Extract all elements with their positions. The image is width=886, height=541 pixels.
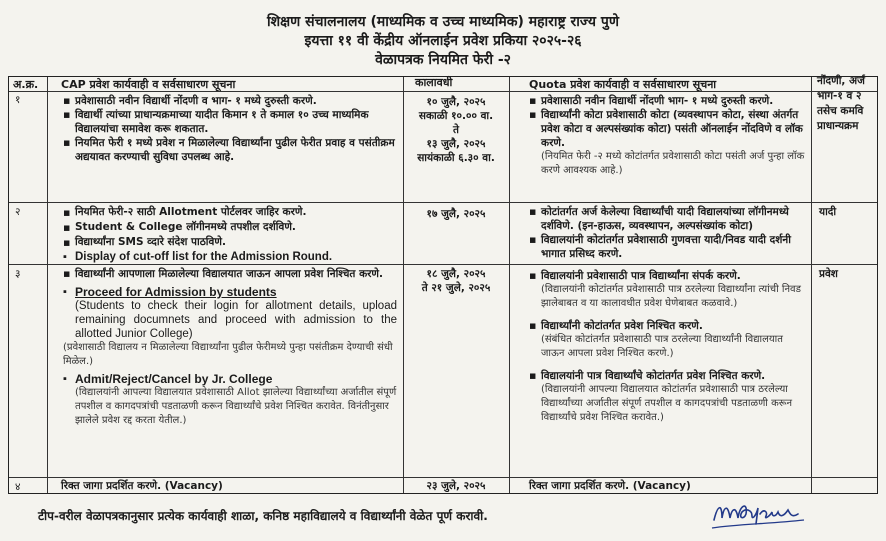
list-item: ▪ नियमित फेरी १ मध्ये प्रवेश न मिळालेल्या विद्यार्थ्यांना पुढील फेरीत प्रवाह व पसंतीक्रम अद्ययावत करण्याची सुविधा उपलब्ध आहे.	[75, 136, 397, 164]
quota-note: (संबंधित कोटांतर्गत प्रवेशासाठी पात्र ठरलेल्या विद्यार्थ्यांनी विद्यालयात जाऊन आपला प्रवेश निश्चित करणे.)	[541, 334, 783, 359]
header-subtitle: इयत्ता ११ वी केंद्रीय ऑनलाईन प्रवेश प्रकिया २०२५-२६	[304, 33, 582, 49]
row4-sr: ४	[15, 481, 21, 493]
col-divider	[403, 77, 404, 493]
list-item: ▪ विद्यार्थी त्यांच्या प्राधान्यक्रमाच्या यादीत किमान १ ते कमाल १० उच्च माध्यमिक विद्यालयांचा समावेश करू शकतात.	[75, 108, 397, 136]
list-item: ▪ Proceed for Admission by students	[75, 285, 397, 299]
list-item: ▪ विद्यार्थ्यांनी आपणाला मिळालेल्या विद्यालयात जाऊन आपला प्रवेश निश्चित करणे.	[75, 267, 397, 281]
row1-quota	[527, 94, 807, 178]
quota-note: (विद्यालयांनी आपल्या विद्यालयात कोटांतर्गत प्रवेशासाठी पात्र ठरलेल्या विद्यार्थ्यांच्या अर्जातील संपूर्ण तपशील व कागदपत्रांची पडताळणी करून विद्यार्थ्यांचे प्रवेश निश्चित करावेत.)	[541, 384, 793, 423]
cap-english-note: (Students to check their login for allotment details, upload remaining documnets and proceed with admission to the allotted Junior College)	[75, 300, 397, 340]
col-header-period: कालावधी	[415, 76, 453, 89]
quota-note: (नियमित फेरी -२ मध्ये कोटांतर्गत प्रवेशासाठी कोटा पसंती अर्ज पुन्हा लॉक करणे आवश्यक आहे.)	[541, 151, 805, 176]
list-item: ▪ विद्यार्थ्यांनी कोटांतर्गत प्रवेश निश्चित करणे.	[541, 319, 807, 333]
cap-note: (प्रवेशासाठी विद्यालय न मिळालेल्या विद्यार्थ्यांना पुढील फेरीमध्ये पुन्हा पसंतीक्रम देण्याची संधी मिळेल.)	[63, 342, 393, 367]
signature-image	[708, 494, 838, 534]
list-item: ▪ विद्यार्थ्यांनी कोटा प्रवेशासाठी कोटा (व्यवस्थापन कोटा, संस्था अंतर्गत प्रवेश कोटा व अल्पसंख्यांक कोटा) पसंती ऑनलाईन नोंदविणे व लॉक करणे.	[541, 108, 807, 150]
col-header-cap: CAP प्रवेश कार्यवाही व सर्वसाधारण सूचना	[61, 78, 236, 91]
list-item: ▪ विद्यालयांनी पात्र विद्यार्थ्यांचे कोटांतर्गत प्रवेश निश्चित करणे.	[541, 369, 807, 383]
period-line: सकाळी १०.०० वा.	[418, 110, 494, 122]
row1-sr: १	[15, 94, 21, 106]
col-divider	[509, 77, 510, 493]
row2-last: यादी	[819, 206, 837, 218]
col-divider	[47, 77, 48, 493]
header-schedule-title: वेळापत्रक नियमित फेरी -२	[375, 52, 511, 68]
list-item: ▪ नियमित फेरी-२ साठी Allotment पोर्टलवर जाहिर करणे.	[75, 205, 397, 220]
row-divider	[9, 202, 877, 203]
col-header-sr: अ.क्र.	[13, 78, 39, 91]
list-item: ▪ Student & College लॉगीनमध्ये तपशील दर्शविणे.	[75, 220, 397, 235]
period-line: १० जुलै, २०२५	[426, 96, 486, 108]
header-title: शिक्षण संचालनालय (माध्यमिक व उच्च माध्यमिक) महाराष्ट्र राज्य पुणे	[267, 14, 619, 30]
list-item: ▪ कोटांतर्गत अर्ज केलेल्या विद्यार्थ्यांची यादी विद्यालयांच्या लॉगीनमध्ये दर्शविणे. (इन-हाऊस, व्यवस्थापन, अल्पसंख्यांक कोटा)	[541, 205, 807, 233]
list-item: ▪ Admit/Reject/Cancel by Jr. College	[75, 372, 397, 386]
list-item: ▪ प्रवेशासाठी नवीन विद्यार्थी नोंदणी व भाग- १ मध्ये दुरुस्ती करणे.	[75, 94, 397, 108]
period-line: ते	[453, 124, 459, 136]
row3-sr: ३	[15, 268, 21, 280]
schedule-table	[8, 76, 878, 494]
period-line: सायंकाळी ६.३० वा.	[417, 152, 495, 164]
list-item: ▪ Display of cut-off list for the Admission Round.	[75, 250, 397, 265]
row3-quota	[527, 269, 807, 425]
row4-quota: रिक्त जागा प्रदर्शित करणे. (Vacancy)	[529, 480, 691, 492]
row3-period	[405, 267, 507, 295]
row2-quota	[527, 205, 807, 261]
row3-last: प्रवेश	[819, 268, 838, 280]
row-divider	[9, 477, 877, 478]
period-line: १३ जुलै, २०२५	[426, 138, 486, 150]
row4-period: २३ जुले, २०२५	[426, 480, 486, 492]
row2-sr: २	[15, 206, 21, 218]
list-item: ▪ विद्यालयांनी प्रवेशासाठी पात्र विद्यार्थ्यांना संपर्क करणे.	[541, 269, 807, 283]
cap-note: (विद्यालयांनी आपल्या विद्यालयात प्रवेशासाठी Allot झालेल्या विद्यार्थ्यांच्या अर्जातील संपूर्ण तपशील व कागदपत्रांची पडताळणी करून विद्यार्थ्यांचे प्रवेश निश्चित करावेत. विनंतीनुसार झालेले प्रवेश रद्द करता येतील.)	[75, 387, 397, 426]
col-header-quota: Quota प्रवेश कार्यवाही व सर्वसाधारण सूचना	[529, 78, 717, 91]
col-divider	[811, 77, 812, 493]
col-header-last: नोंदणी, अर्ज भाग-१ व २ तसेच कमवि प्राधान्यक्रम	[817, 75, 865, 132]
list-item: ▪ विद्यालयांनी कोटांतर्गत प्रवेशासाठी गुणवत्ता यादी/निवड यादी दर्शनी भागात प्रसिध्द करणे.	[541, 233, 807, 261]
row1-cap	[61, 94, 397, 164]
row1-period	[405, 95, 507, 165]
period-line: ते २१ जुले, २०२५	[421, 282, 491, 294]
quota-note: (विद्यालयांनी कोटांतर्गत प्रवेशासाठी पात्र ठरलेल्या विद्यार्थ्यांना त्यांची निवड झालेबाबत व या कालावधीत प्रवेश घेणेबाबत कळवावे.)	[541, 284, 801, 309]
row3-cap	[61, 267, 397, 428]
row2-cap	[61, 205, 397, 265]
list-item: ▪ प्रवेशासाठी नवीन विद्यार्थी नोंदणी भाग- १ मध्ये दुरुस्ती करणे.	[541, 94, 807, 108]
row2-period: १७ जुलै, २०२५	[426, 208, 486, 220]
row4-cap: रिक्त जागा प्रदर्शित करणे. (Vacancy)	[61, 480, 223, 492]
footer-note: टीप-वरील वेळापत्रकानुसार प्रत्येक कार्यवाही शाळा, कनिष्ठ महाविद्यालये व विद्यार्थ्यांनी वेळेत पूर्ण करावी.	[38, 509, 488, 523]
period-line: १८ जुलै, २०२५	[426, 268, 486, 280]
list-item: ▪ विद्यार्थ्यांना SMS व्दारे संदेश पाठविणे.	[75, 235, 397, 250]
